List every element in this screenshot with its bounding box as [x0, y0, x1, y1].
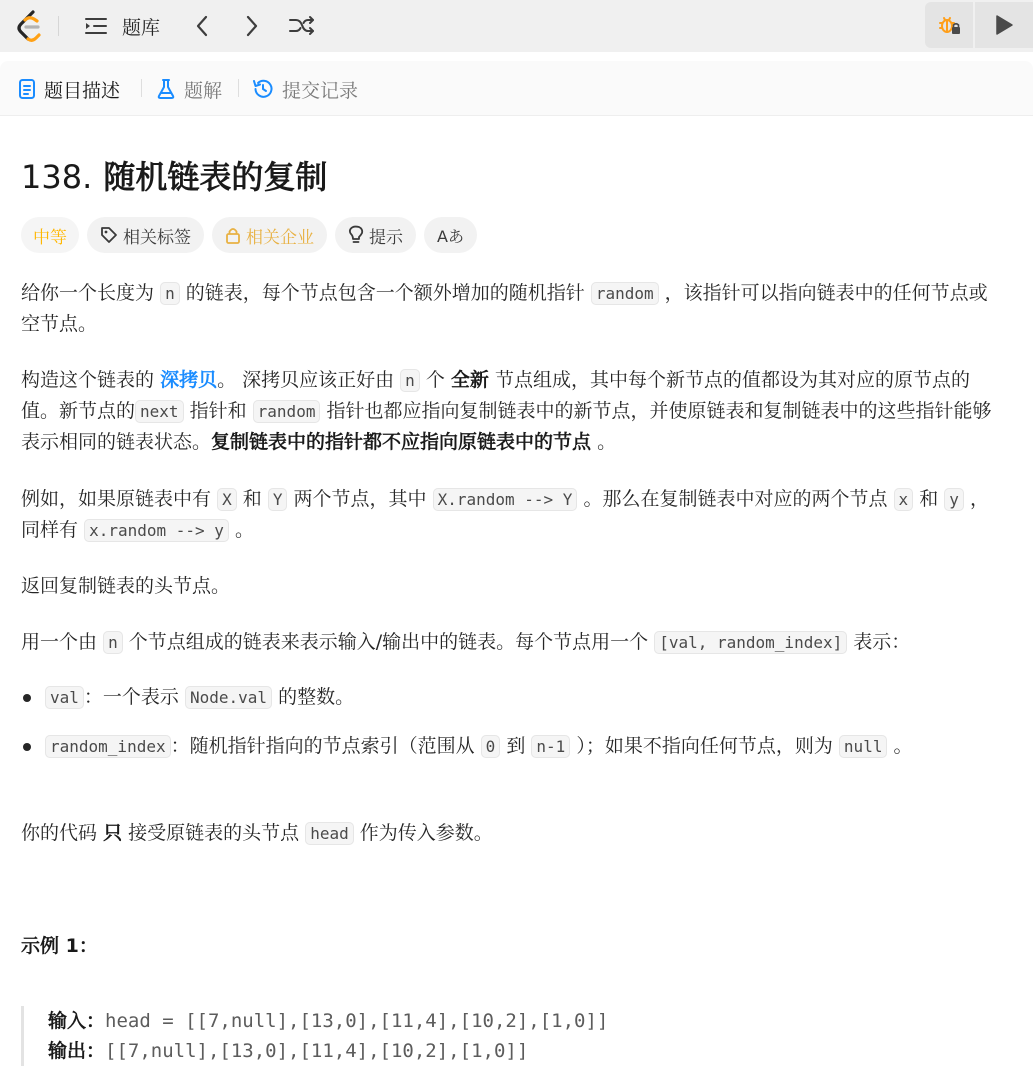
inline-code: Y [268, 488, 288, 511]
chevron-right-icon [245, 15, 259, 37]
text: 指针和 [189, 400, 247, 422]
document-icon [18, 78, 36, 100]
inline-code: val [45, 686, 84, 709]
tab-solution-label: 题解 [184, 79, 223, 102]
text: 。 [234, 519, 254, 541]
tab-divider [141, 79, 142, 97]
description-paragraph-5 [21, 627, 1006, 658]
problem-number: 138. [21, 158, 93, 196]
example-input-value: head = [[7,null],[13,0],[11,4],[10,2],[1,0]] [105, 1010, 609, 1032]
text: 。那么在复制链表中对应的两个节点 [583, 488, 888, 510]
flask-icon [156, 78, 176, 100]
inline-code: null [839, 735, 888, 758]
text: 用一个由 [21, 631, 98, 653]
problem-name: 随机链表的复制 [103, 158, 328, 196]
deep-copy-link[interactable]: 深拷贝 [160, 369, 218, 391]
translate-icon: Aあ [437, 226, 464, 246]
list-item [21, 682, 921, 713]
text: 。 [893, 735, 913, 757]
text: 例如，如果原链表中有 [21, 488, 212, 510]
text: 。 深拷贝应该正好由 [217, 369, 395, 391]
inline-code: head [305, 822, 354, 845]
inline-code: random_index [45, 735, 171, 758]
inline-code: n-1 [531, 735, 570, 758]
debug-icon [937, 13, 961, 37]
list-item [21, 731, 921, 762]
description-paragraph-2 [21, 365, 1006, 458]
list-icon [84, 16, 108, 36]
history-icon [252, 78, 274, 100]
tag-icon [100, 226, 118, 244]
related-companies-label: 相关企业 [246, 227, 314, 248]
tab-description[interactable] [18, 74, 120, 104]
inline-code: n [160, 282, 180, 305]
text: 作为传入参数。 [359, 822, 493, 844]
description-paragraph-6 [21, 818, 1006, 849]
inline-code: X [217, 488, 237, 511]
tab-description-label: 题目描述 [44, 79, 121, 102]
inline-code: random [591, 282, 659, 305]
text: 接受原链表的头节点 [128, 822, 300, 844]
text: 个节点组成的链表来表示输入/输出中的链表。每个节点用一个 [128, 631, 649, 653]
inline-code: 0 [481, 735, 501, 758]
tab-submissions[interactable] [252, 74, 358, 104]
problem-list-label[interactable]: 题库 [122, 16, 161, 39]
inline-code: [val, random_index] [654, 631, 847, 654]
text: ，该指针可以指向链表中的任何节点或空节点。 [21, 282, 988, 335]
text: 和 [919, 488, 939, 510]
text: 。 [597, 431, 617, 453]
tab-solution[interactable] [156, 74, 222, 104]
text: 构造这个链表的 [21, 369, 155, 391]
inline-code: x [894, 488, 914, 511]
example-input-label: 输入： [48, 1010, 106, 1032]
text: 和 [242, 488, 262, 510]
text: 你的代码 [21, 822, 98, 844]
hint-label: 提示 [369, 227, 403, 248]
inline-code: next [135, 400, 184, 423]
text: 的整数。 [278, 686, 355, 708]
top-navbar [0, 0, 1033, 52]
text: 的链表，每个节点包含一个额外增加的随机指针 [185, 282, 585, 304]
text: ）；如果不指向任何节点，则为 [576, 735, 833, 757]
inline-code: n [400, 369, 420, 392]
text: ：一个表示 [83, 686, 179, 708]
text: 到 [506, 735, 526, 757]
inline-code: y [944, 488, 964, 511]
lightbulb-icon [348, 225, 364, 245]
text: 个 [425, 369, 445, 391]
random-problem-button[interactable] [288, 12, 316, 40]
text: 表示： [853, 631, 911, 653]
difficulty-badge: 中等 [21, 217, 79, 253]
hint-button[interactable] [335, 217, 416, 253]
text: ，同样有 [21, 488, 989, 541]
example-output-value: [[7,null],[13,0],[11,4],[10,2],[1,0]] [105, 1040, 529, 1062]
example-1-block [21, 1006, 821, 1066]
example-output-line [48, 1036, 821, 1066]
related-companies-button[interactable] [212, 217, 327, 253]
debug-button[interactable] [925, 2, 973, 48]
tab-submissions-label: 提交记录 [282, 79, 359, 102]
example-1-title: 示例 1： [21, 935, 98, 957]
run-button[interactable] [975, 2, 1033, 48]
next-problem-button[interactable] [240, 12, 264, 40]
inline-code: x.random --> y [84, 519, 229, 542]
text: 给你一个长度为 [21, 282, 155, 304]
related-tags-button[interactable] [87, 217, 204, 253]
shuffle-icon [288, 15, 316, 37]
example-input-line [48, 1006, 821, 1036]
text: 指针也都应指向复制链表中的新节点，并使原链表和复制链表中的这些指针能够表示相同的链表状态。 [21, 400, 992, 453]
problem-list-button[interactable] [84, 12, 110, 40]
lock-icon [225, 226, 241, 244]
prev-problem-button[interactable] [190, 12, 214, 40]
inline-code: n [103, 631, 123, 654]
navbar-divider [58, 16, 59, 36]
play-icon [994, 14, 1014, 36]
translate-button[interactable] [424, 217, 477, 253]
related-tags-label: 相关标签 [123, 227, 191, 248]
description-paragraph-1 [21, 278, 1006, 340]
description-paragraph-4: 返回复制链表的头节点。 [21, 575, 231, 597]
example-output-label: 输出： [48, 1040, 106, 1062]
logo-icon[interactable] [16, 10, 44, 42]
bold-text: 全新 [450, 369, 489, 391]
navbar-actions [925, 2, 1033, 50]
text: 节点组成，其中每个新节点的值都设为其对应的原节点的值。新节点的 [21, 369, 970, 422]
problem-tags [21, 217, 477, 253]
panel-tab-bar [0, 61, 1033, 116]
inline-code: X.random --> Y [433, 488, 578, 511]
bold-text: 复制链表中的指针都不应指向原链表中的节点 [211, 431, 592, 453]
inline-code: random [253, 400, 321, 423]
text: ：随机指针指向的节点索引（范围从 [170, 735, 475, 757]
text: 两个节点，其中 [293, 488, 427, 510]
inline-code: Node.val [185, 686, 272, 709]
page-title[interactable] [21, 152, 327, 198]
bold-text: 只 [103, 822, 123, 844]
tab-divider [238, 79, 239, 97]
description-paragraph-3 [21, 484, 1006, 546]
chevron-left-icon [195, 15, 209, 37]
